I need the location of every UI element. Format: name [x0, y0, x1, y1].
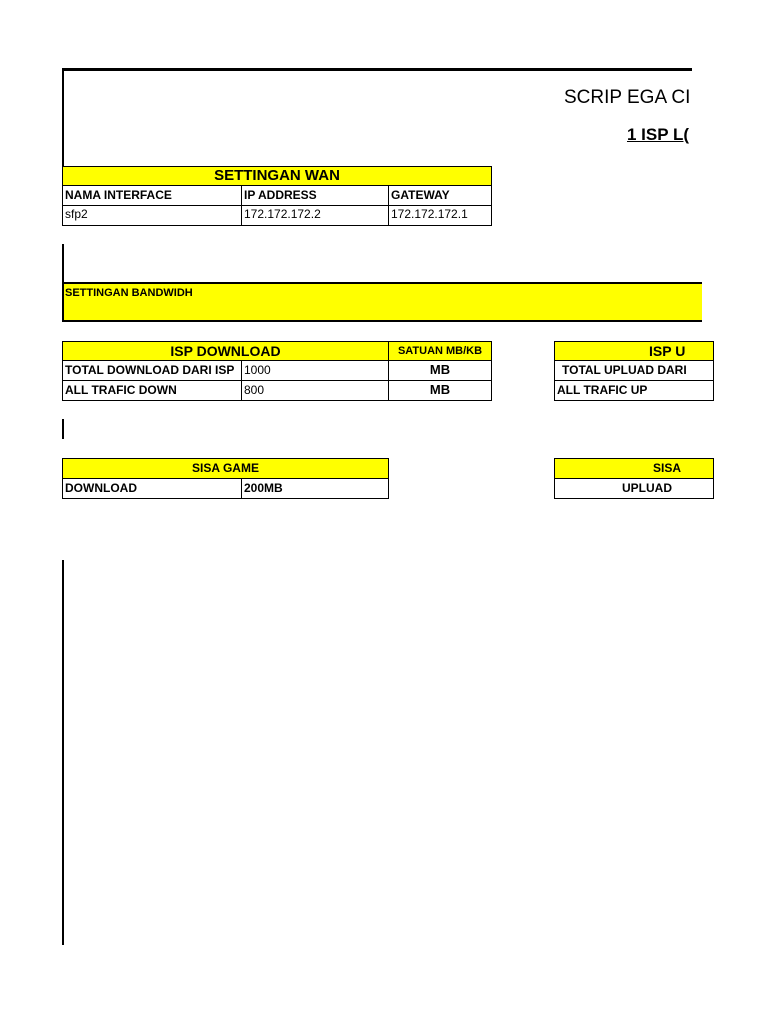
sheet-left-border-2 [62, 244, 64, 284]
page-subtitle: 1 ISP L( [627, 125, 690, 144]
bandwidth-band [62, 282, 702, 322]
sisa-game-heading: SISA GAME [62, 458, 389, 479]
sisa-download-value: 200MB [241, 478, 389, 499]
wan-ip-value: 172.172.172.2 [241, 205, 389, 226]
wan-interface-value: sfp2 [62, 205, 242, 226]
wan-gateway-value: 172.172.172.1 [388, 205, 492, 226]
page-title: SCRIP EGA CI [564, 87, 691, 108]
sheet-top-border [62, 68, 692, 71]
all-trafic-up-label: ALL TRAFIC UP [554, 380, 714, 401]
all-trafic-down-unit: MB [388, 380, 492, 401]
total-download-label: TOTAL DOWNLOAD DARI ISP [62, 360, 242, 381]
wan-heading: SETTINGAN WAN [62, 166, 492, 186]
sisa-upload-heading: SISA [554, 458, 714, 479]
sisa-upload-label: UPLUAD [554, 478, 714, 499]
total-download-unit: MB [388, 360, 492, 381]
all-trafic-down-label: ALL TRAFIC DOWN [62, 380, 242, 401]
isp-download-heading: ISP DOWNLOAD [62, 341, 389, 361]
total-upload-label: TOTAL UPLUAD DARI [554, 360, 714, 381]
wan-col-interface: NAMA INTERFACE [62, 185, 242, 206]
sisa-download-label: DOWNLOAD [62, 478, 242, 499]
sheet-left-border-3 [62, 419, 64, 439]
wan-col-gateway: GATEWAY [388, 185, 492, 206]
all-trafic-down-value: 800 [241, 380, 389, 401]
bandwidth-heading: SETTINGAN BANDWIDH [65, 287, 193, 299]
total-download-value: 1000 [241, 360, 389, 381]
sheet-left-border [62, 68, 64, 168]
isp-download-unit-heading: SATUAN MB/KB [388, 341, 492, 361]
isp-upload-heading: ISP U [554, 341, 714, 361]
sheet-left-border-4 [62, 560, 64, 945]
wan-col-ip: IP ADDRESS [241, 185, 389, 206]
